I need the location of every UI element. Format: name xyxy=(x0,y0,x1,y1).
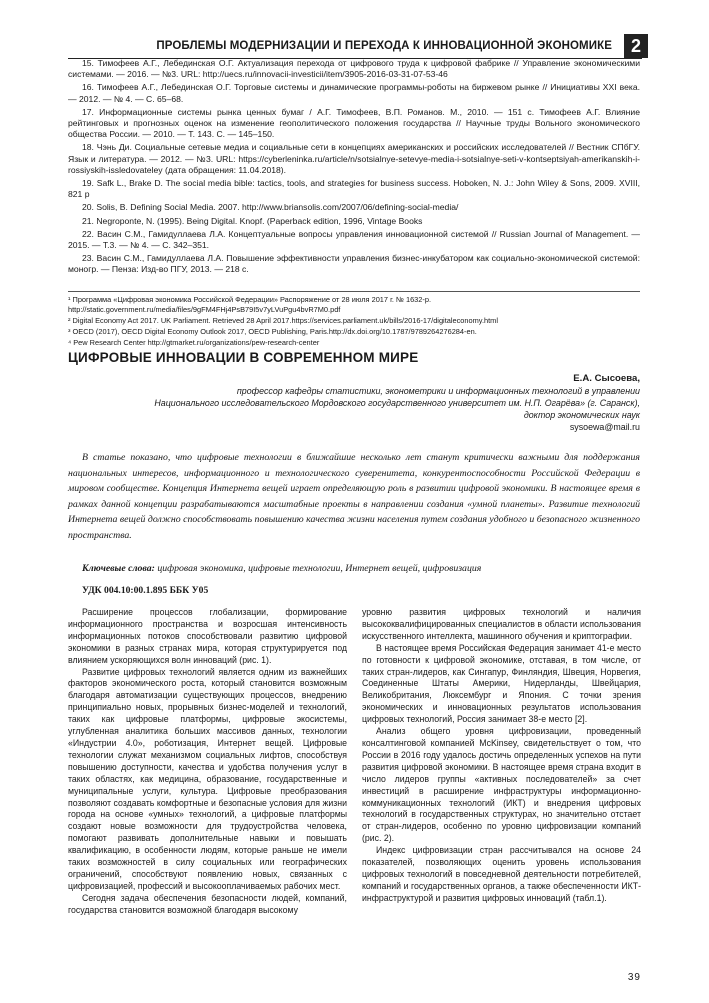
author-degree: доктор экономических наук xyxy=(523,410,640,420)
reference-item: 16. Тимофеев А.Г., Лебединская О.Г. Торговые системы и динамические программы-роботы на биржевом рынке // Инициативы XXI века. — 2012. — № 4. — С. 65–68. xyxy=(68,82,640,104)
reference-item: 21. Negroponte, N. (1995). Being Digital. Knopf. (Paperback edition, 1996, Vintage Books xyxy=(82,215,423,226)
body-paragraph: Анализ общего уровня цифровизации, проведенный консалтинговой компанией McKinsey, свидетельствует о том, что России в 2016 году удалось достичь определенных успехов на пути развития цифровой экономики. В настоящее время страна входит в число лидеров группы «активных последователей» за счет инвестиций в расширение инфраструктуры информационно-коммуникационных технологий (ИКТ) и внедрения цифровых технологий в государственных структурах, но значительно отстает от стран-лидеров, особенно по уровню цифровизации компаний (рис. 2). xyxy=(362,726,641,844)
abstract: В статье показано, что цифровые технологии в ближайшие несколько лет станут критически важными для поддержания национальных интересов, информационного и технологического суверенитета, конкурентоспособности Российской Федерации в мировом сообществе. Концепция Интернета вещей играет определяющую роль в развитии цифровой экономики. В настоящее время в рамках данной концепции разрабатываются масштабные проекты в направлении создания «умной планеты». Развитие технологий Интернета вещей должно способствовать повышению качества жизни населения путем создания удобного и безопасного жизненного пространства. xyxy=(68,452,640,541)
keywords xyxy=(82,563,640,574)
reference-item: 19. Safk L., Brake D. The social media bible: tactics, tools, and strategies for business success. Hoboken, N. J.: John Wiley & Sons, 2009. XVIII, 821 p xyxy=(68,178,640,200)
body-paragraph: Развитие цифровых технологий является одним из важнейших факторов экономического роста, который становится возможным благодаря автоматизации существующих процессов, внедрению принципиально новых, прорывных бизнес-моделей и технологий, таких как цифровые платформы, цифровые экосистемы, углубленная аналитика больших массивов данных, технологии «Индустрии 4.0», роботизация, Интернет вещей. Цифровые технологии служат механизмом социальных лифтов, способствуя повышению доступности, качества и удобства получения услуг в таких областях, как медицина, образование, государственные и муниципальные услуги, культура. Цифровые преобразования позволяют создавать комфортные и безопасные условия для жизни города на основе «умных» технологий, а цифровые платформы создают новые возможности для трудоустройства человека, помогают развивать дополнительные навыки и повышать квалификацию, в особенности людям, которые раньше не имели таких возможностей в силу социальных или географических ограничений, способствуют появлению новых, связанных с цифровизацией, профессий и высокооплачиваемых рабочих мест. xyxy=(68,666,347,891)
author-affiliation: профессор кафедры статистики, эконометрики и информационных технологий в управлении xyxy=(236,386,640,396)
udc-code: УДК 004.10:00.1.895 ББК У05 xyxy=(82,585,209,596)
body-column-right xyxy=(362,607,641,905)
reference-item: 23. Васин С.М., Гамидуллаева Л.А. Повышение эффективности управления бизнес-инкубатором как социально-экономической системой: моногр. — Пенза: Изд-во ПГУ, 2013. — 218 с. xyxy=(68,253,640,275)
body-paragraph: Расширение процессов глобализации, формирование информационного пространства и возросшая интенсивность информационных потоков способствовали развитию цифровой экономики в разных странах мира, которая структурируется под влиянием ускоряющихся волн инноваций (рис. 1). xyxy=(68,607,347,665)
author-block xyxy=(100,373,640,433)
footnote: ² Digital Economy Act 2017. UK Parliament. Retrieved 28 April 2017.https://services.parliament.uk/bills/2016-17/digitaleconomy.html xyxy=(68,316,498,325)
keywords-text: цифровая экономика, цифровые технологии, Интернет вещей, цифровизация xyxy=(157,563,482,574)
footnotes xyxy=(68,291,640,349)
author-affiliation: Национального исследовательского Мордовского государственного университет им. Н.П. Огарёва» (г. Саранск), xyxy=(154,398,640,408)
body-paragraph: Сегодня задача обеспечения безопасности людей, компаний, государства становится возможной благодаря высокому xyxy=(68,892,347,915)
body-paragraph: уровню развития цифровых технологий и наличия высококвалифицированных специалистов в области использования искусственного интеллекта, машинного обучения и криптографии. xyxy=(362,607,641,641)
header-title: ПРОБЛЕМЫ МОДЕРНИЗАЦИИ И ПЕРЕХОДА К ИННОВАЦИОННОЙ ЭКОНОМИКЕ xyxy=(156,40,612,52)
article-title: ЦИФРОВЫЕ ИННОВАЦИИ В СОВРЕМЕННОМ МИРЕ xyxy=(68,350,419,365)
author-email: sysoewa@mail.ru xyxy=(569,422,640,432)
body-paragraph: В настоящее время Российская Федерация занимает 41-е место по готовности к цифровой экономике, отставая, в том числе, от таких стран-лидеров, как Сингапур, Финляндия, Швеция, Норвегия, Соединенные Штаты Америки, Нидерланды, Швейцария, Великобритания, Люксембург и Япония. С точки зрения экономических и инновационных результатов использования цифровых технологий, Россия занимает 38-е место [2]. xyxy=(362,642,641,725)
body-column-left xyxy=(68,607,347,917)
footnote: ¹ Программа «Цифровая экономика Российской Федерации» Распоряжение от 28 июля 2017 г. № 1632-р. http://static.government.ru/media/files/9gFM4FHj4PsB79I5v7yLVuPgu4bvR7M0.pdf xyxy=(68,295,432,314)
author-name: Е.А. Сысоева, xyxy=(573,373,640,384)
page-number: 39 xyxy=(627,972,641,983)
footnote: ³ OECD (2017), OECD Digital Economy Outlook 2017, OECD Publishing, Paris.http://dx.doi.org/10.1787/9789264276284-en. xyxy=(68,327,477,336)
reference-item: 22. Васин С.М., Гамидуллаева Л.А. Концептуальные вопросы управления инновационной системой // Russian Journal of Management. — 2015. — Т.3. — № 4. — С. 342–351. xyxy=(68,228,640,251)
reference-list xyxy=(68,58,640,278)
reference-item: 15. Тимофеев А.Г., Лебединская О.Г. Актуализация перехода от цифрового труда к цифровой фабрике // Управление экономическими системами. — 2016. — №3. URL: http://uecs.ru/innovacii-investicii/item/3905-2016-03-31-07-53-46 xyxy=(68,58,640,80)
reference-item: 17. Информационные системы рынка ценных бумаг / А.Г. Тимофеев, В.П. Романов. М., 2010. — 151 с. Тимофеев А.Г. Влияние рейтинговых и прогнозных оценок на изменение геополитического положения государства // Научные труды Вольного экономического общества России. — 2010. — Т. 143. С. — 145–150. xyxy=(68,106,640,140)
keywords-label: Ключевые слова: xyxy=(82,563,155,574)
body-paragraph: Индекс цифровизации стран рассчитывался на основе 24 показателей, позволяющих оценить уровень использования цифровых технологий в повседневной деятельности потребителей, компаний и государственных органов, а также обеспеченности ИКТ-инфраструктурой и развития цифровых инноваций (табл.1). xyxy=(362,845,641,903)
footnote: ⁴ Pew Research Center http://gtmarket.ru/organizations/pew-research-center xyxy=(68,338,320,347)
section-badge: 2 xyxy=(624,34,648,58)
reference-item: 18. Чэнь Ди. Социальные сетевые медиа и социальные сети в концепциях американских и российских исследователей // Вестник СПбГУ. Язык и литература. — 2012. — №3. URL: https://cyberleninka.ru/article/n/sotsialnye-setevye-media-i-sotsialnye-seti-v-kontseptsiyah-amerikanskih-i-rossiyskih-issledovateley (дата обращения: 11.04.2018). xyxy=(68,142,640,175)
reference-item: 20. Solis, B. Defining Social Media. 2007. http://www.briansolis.com/2007/06/defining-social-media/ xyxy=(82,202,459,213)
running-header xyxy=(68,38,642,59)
